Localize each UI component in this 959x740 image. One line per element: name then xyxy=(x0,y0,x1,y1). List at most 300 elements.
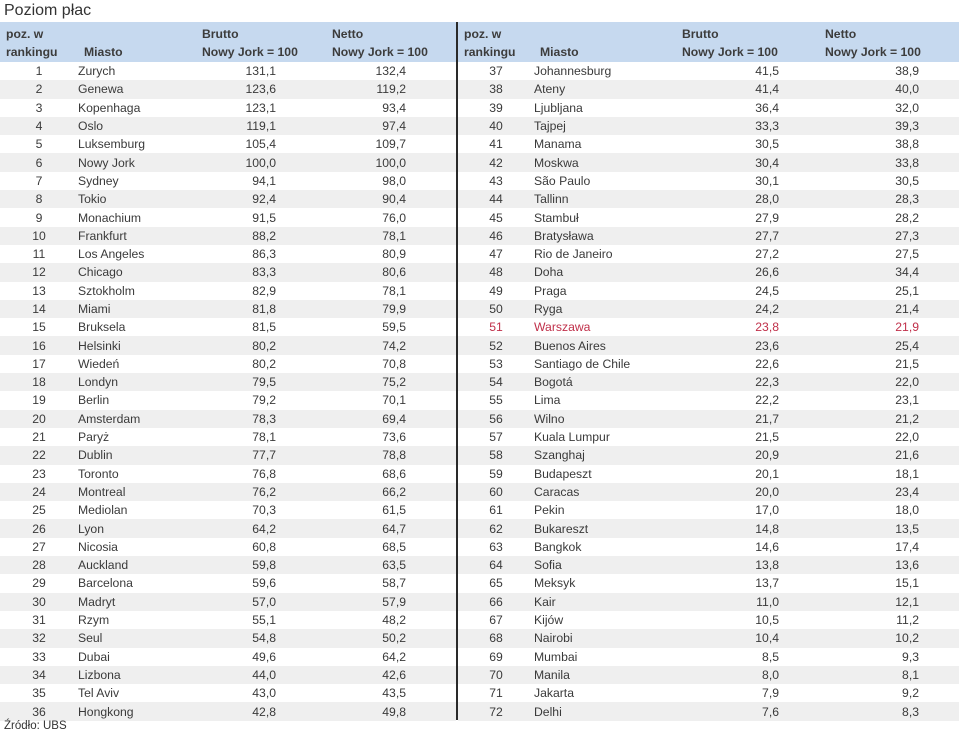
rank-cell: 11 xyxy=(32,247,46,262)
table-row xyxy=(458,391,959,409)
netto-cell: 39,3 xyxy=(895,119,919,134)
rank-cell: 61 xyxy=(489,503,503,518)
netto-cell: 68,5 xyxy=(382,539,406,554)
table-row xyxy=(0,99,456,117)
rank-cell: 71 xyxy=(489,686,503,701)
table-row xyxy=(0,648,456,666)
rank-cell: 72 xyxy=(489,704,503,719)
rank-cell: 62 xyxy=(489,521,503,536)
table-row xyxy=(0,519,456,537)
brutto-cell: 43,0 xyxy=(252,686,276,701)
rank-cell: 46 xyxy=(489,228,503,243)
rank-cell: 16 xyxy=(32,338,46,353)
brutto-cell: 55,1 xyxy=(252,613,276,628)
table-row xyxy=(0,593,456,611)
netto-cell: 11,2 xyxy=(896,613,919,628)
brutto-cell: 100,0 xyxy=(245,155,276,170)
city-cell: Sofia xyxy=(534,558,562,573)
rank-cell: 5 xyxy=(35,137,43,152)
netto-cell: 40,0 xyxy=(895,82,919,97)
table-row xyxy=(0,282,456,300)
city-cell: Barcelona xyxy=(78,576,133,591)
table-row xyxy=(458,99,959,117)
brutto-cell: 59,6 xyxy=(252,576,276,591)
brutto-cell: 10,4 xyxy=(755,631,779,646)
city-cell: Rio de Janeiro xyxy=(534,247,613,262)
brutto-cell: 76,2 xyxy=(252,484,276,499)
city-cell: São Paulo xyxy=(534,173,591,188)
brutto-cell: 41,4 xyxy=(755,82,779,97)
header-city: Miasto xyxy=(84,45,123,59)
rank-cell: 52 xyxy=(489,338,503,353)
rank-cell: 57 xyxy=(489,430,503,445)
city-cell: Genewa xyxy=(78,82,124,97)
table-row xyxy=(458,428,959,446)
brutto-cell: 20,0 xyxy=(755,484,779,499)
city-cell: Miami xyxy=(78,302,111,316)
table-row xyxy=(458,355,959,373)
city-cell: Luksemburg xyxy=(78,137,146,152)
brutto-cell: 78,3 xyxy=(252,411,276,426)
brutto-cell: 30,1 xyxy=(755,173,779,188)
rank-cell: 37 xyxy=(489,64,503,79)
table-row xyxy=(458,538,959,556)
city-cell: Mumbai xyxy=(534,649,578,664)
brutto-cell: 14,8 xyxy=(755,521,779,536)
city-cell: Kuala Lumpur xyxy=(534,430,610,445)
brutto-cell: 36,4 xyxy=(755,100,779,115)
table-row xyxy=(458,666,959,684)
city-cell: Ljubljana xyxy=(534,100,583,115)
rank-cell: 24 xyxy=(32,484,46,499)
table-row xyxy=(458,519,959,537)
table-row xyxy=(0,410,456,428)
netto-cell: 80,6 xyxy=(382,265,406,280)
brutto-cell: 23,6 xyxy=(755,338,779,353)
brutto-cell: 10,5 xyxy=(755,613,779,628)
brutto-cell: 60,8 xyxy=(252,539,276,554)
table-body-right xyxy=(458,62,959,721)
netto-cell: 90,4 xyxy=(382,192,406,207)
city-cell: Kair xyxy=(534,594,556,609)
brutto-cell: 64,2 xyxy=(252,521,276,536)
rank-cell: 21 xyxy=(32,430,46,445)
city-cell: Caracas xyxy=(534,484,580,499)
table-row xyxy=(458,80,959,98)
city-cell: Johannesburg xyxy=(534,64,612,79)
netto-cell: 64,7 xyxy=(382,521,406,536)
table-row xyxy=(458,263,959,281)
table-row xyxy=(458,172,959,190)
city-cell: Nowy Jork xyxy=(78,155,135,170)
netto-cell: 76,0 xyxy=(382,210,406,225)
netto-cell: 42,6 xyxy=(382,667,406,682)
city-cell: Montreal xyxy=(78,484,126,499)
city-cell: Nicosia xyxy=(78,539,118,554)
city-cell: Manama xyxy=(534,137,582,152)
netto-cell: 28,3 xyxy=(895,192,919,207)
rank-cell: 10 xyxy=(32,228,46,243)
rank-cell: 68 xyxy=(489,631,503,646)
table-row xyxy=(0,300,456,318)
netto-cell: 70,8 xyxy=(382,356,406,371)
table-row xyxy=(458,593,959,611)
netto-cell: 50,2 xyxy=(382,631,406,646)
city-cell: Mediolan xyxy=(78,503,128,518)
rank-cell: 28 xyxy=(32,558,46,573)
header-brutto: Brutto Nowy Jork = 100 xyxy=(682,27,778,59)
table-row xyxy=(0,263,456,281)
brutto-cell: 23,8 xyxy=(755,320,779,335)
table-row xyxy=(0,483,456,501)
table-row xyxy=(0,446,456,464)
rank-cell: 67 xyxy=(489,613,503,628)
rank-cell: 64 xyxy=(489,558,503,573)
brutto-cell: 7,9 xyxy=(762,686,779,701)
table-row xyxy=(458,373,959,391)
city-cell: Dubai xyxy=(78,649,110,664)
netto-cell: 74,2 xyxy=(382,338,406,353)
brutto-cell: 91,5 xyxy=(252,210,276,225)
city-cell: Helsinki xyxy=(78,338,121,353)
city-cell: Doha xyxy=(534,265,564,280)
netto-cell: 93,4 xyxy=(382,100,406,115)
table-row xyxy=(0,62,456,80)
netto-cell: 78,8 xyxy=(382,448,406,463)
netto-cell: 100,0 xyxy=(375,155,406,170)
netto-cell: 70,1 xyxy=(382,393,406,408)
table-row xyxy=(0,208,456,226)
rank-cell: 1 xyxy=(35,64,43,79)
table-header xyxy=(458,22,959,62)
brutto-cell: 41,5 xyxy=(755,64,779,79)
brutto-cell: 57,0 xyxy=(252,594,276,609)
netto-cell: 22,0 xyxy=(895,430,919,445)
rank-cell: 14 xyxy=(32,302,46,316)
city-cell: Amsterdam xyxy=(78,411,141,426)
netto-cell: 80,9 xyxy=(382,247,406,262)
table-row xyxy=(458,135,959,153)
table-row xyxy=(0,574,456,592)
rank-cell: 4 xyxy=(35,119,43,134)
rank-cell: 70 xyxy=(489,667,503,682)
brutto-cell: 123,1 xyxy=(245,100,276,115)
rank-cell: 55 xyxy=(489,393,503,408)
table-row xyxy=(458,465,959,483)
table-row xyxy=(458,227,959,245)
netto-cell: 61,5 xyxy=(382,503,406,518)
header-netto: Netto Nowy Jork = 100 xyxy=(332,27,428,59)
city-cell: Szanghaj xyxy=(534,448,585,463)
netto-cell: 25,4 xyxy=(895,338,919,353)
netto-cell: 48,2 xyxy=(382,613,406,628)
rank-cell: 32 xyxy=(32,631,46,646)
netto-cell: 13,6 xyxy=(895,558,919,573)
netto-cell: 119,2 xyxy=(376,82,406,97)
rank-cell: 8 xyxy=(35,192,43,207)
city-cell: Los Angeles xyxy=(78,247,145,262)
city-cell: Pekin xyxy=(534,503,565,518)
header-rank: poz. w rankingu xyxy=(464,27,516,59)
table-row xyxy=(458,117,959,135)
table-row xyxy=(0,355,456,373)
city-cell: Praga xyxy=(534,283,567,298)
table-row xyxy=(0,629,456,647)
city-cell: Tallinn xyxy=(534,192,569,207)
rank-cell: 3 xyxy=(35,100,43,115)
brutto-cell: 26,6 xyxy=(755,265,779,280)
netto-cell: 63,5 xyxy=(382,558,406,573)
brutto-cell: 21,7 xyxy=(755,411,779,426)
table-row xyxy=(0,501,456,519)
rank-cell: 17 xyxy=(32,356,46,371)
netto-cell: 17,4 xyxy=(895,539,919,554)
brutto-cell: 83,3 xyxy=(252,265,276,280)
header-rank: poz. w rankingu xyxy=(6,27,58,59)
brutto-cell: 21,5 xyxy=(755,430,779,445)
rank-cell: 65 xyxy=(489,576,503,591)
table-row xyxy=(458,153,959,171)
table-row xyxy=(458,208,959,226)
table-row xyxy=(0,611,456,629)
rank-cell: 40 xyxy=(489,119,503,134)
rank-cell: 60 xyxy=(489,484,503,499)
rank-cell: 49 xyxy=(489,283,503,298)
netto-cell: 79,9 xyxy=(382,302,406,316)
page-title: Poziom płac xyxy=(4,2,92,19)
header-city: Miasto xyxy=(540,45,579,59)
city-cell: Tel Aviv xyxy=(78,686,120,701)
table-row xyxy=(458,629,959,647)
right-table-wrapper xyxy=(458,22,959,721)
rank-cell: 6 xyxy=(35,155,43,170)
table-row xyxy=(0,153,456,171)
table-row xyxy=(458,702,959,720)
netto-cell: 13,5 xyxy=(895,521,919,536)
brutto-cell: 8,0 xyxy=(762,667,779,682)
city-cell: Berlin xyxy=(78,393,110,408)
netto-cell: 78,1 xyxy=(382,283,406,298)
left-table-wrapper xyxy=(0,22,456,721)
city-cell: Rzym xyxy=(78,613,110,628)
table-row xyxy=(0,373,456,391)
table-row xyxy=(0,318,456,336)
table-row xyxy=(0,80,456,98)
netto-cell: 109,7 xyxy=(375,137,406,152)
brutto-cell: 42,8 xyxy=(252,704,276,719)
table-row xyxy=(0,666,456,684)
brutto-cell: 14,6 xyxy=(755,539,779,554)
netto-cell: 58,7 xyxy=(382,576,406,591)
tables-container xyxy=(0,22,959,721)
rank-cell: 50 xyxy=(489,302,503,316)
brutto-cell: 76,8 xyxy=(252,466,276,481)
city-cell: Dublin xyxy=(78,448,113,463)
netto-cell: 38,9 xyxy=(895,64,919,79)
city-cell: Lyon xyxy=(78,521,104,536)
table-row xyxy=(0,556,456,574)
brutto-cell: 8,5 xyxy=(762,649,779,664)
table-row xyxy=(458,300,959,318)
netto-cell: 27,5 xyxy=(895,247,919,262)
city-cell: Madryt xyxy=(78,594,116,609)
netto-cell: 43,5 xyxy=(382,686,406,701)
table-row xyxy=(0,684,456,702)
city-cell: Bogotá xyxy=(534,375,573,390)
rank-cell: 19 xyxy=(32,393,46,408)
table-row xyxy=(458,245,959,263)
city-cell: Monachium xyxy=(78,210,141,225)
netto-cell: 27,3 xyxy=(895,228,919,243)
table-row xyxy=(0,391,456,409)
city-cell: Seul xyxy=(78,631,103,646)
city-cell: Warszawa xyxy=(534,320,591,335)
netto-cell: 21,9 xyxy=(895,320,919,335)
netto-cell: 8,3 xyxy=(902,704,919,719)
brutto-cell: 7,6 xyxy=(762,704,779,719)
city-cell: Lima xyxy=(534,393,561,408)
table-body-left xyxy=(0,62,456,721)
brutto-cell: 79,2 xyxy=(252,393,276,408)
rank-cell: 33 xyxy=(32,649,46,664)
netto-cell: 34,4 xyxy=(895,265,919,280)
header-brutto: Brutto Nowy Jork = 100 xyxy=(202,27,298,59)
table-row xyxy=(0,428,456,446)
brutto-cell: 24,5 xyxy=(755,283,779,298)
city-cell: Nairobi xyxy=(534,631,573,646)
brutto-cell: 13,8 xyxy=(755,558,779,573)
rank-cell: 47 xyxy=(489,247,503,262)
netto-cell: 15,1 xyxy=(895,576,919,591)
brutto-cell: 20,9 xyxy=(755,448,779,463)
table-row xyxy=(458,501,959,519)
netto-cell: 30,5 xyxy=(895,173,919,188)
netto-cell: 66,2 xyxy=(382,484,406,499)
city-cell: Bukareszt xyxy=(534,521,589,536)
brutto-cell: 59,8 xyxy=(252,558,276,573)
city-cell: Moskwa xyxy=(534,155,579,170)
rank-cell: 27 xyxy=(32,539,46,554)
brutto-cell: 27,7 xyxy=(755,228,779,243)
table-row xyxy=(458,318,959,336)
brutto-cell: 70,3 xyxy=(252,503,276,518)
rank-cell: 54 xyxy=(489,375,503,390)
city-cell: Santiago de Chile xyxy=(534,356,631,371)
rank-cell: 48 xyxy=(489,265,503,280)
netto-cell: 28,2 xyxy=(895,210,919,225)
table-row xyxy=(458,574,959,592)
city-cell: Toronto xyxy=(78,466,119,481)
rank-cell: 58 xyxy=(489,448,503,463)
city-cell: Kijów xyxy=(534,613,564,628)
table-row xyxy=(458,446,959,464)
city-cell: Tajpej xyxy=(534,119,566,134)
rank-cell: 53 xyxy=(489,356,503,371)
city-cell: Wiedeń xyxy=(78,356,120,371)
rank-cell: 45 xyxy=(489,210,503,225)
brutto-cell: 80,2 xyxy=(252,338,276,353)
city-cell: Sydney xyxy=(78,173,119,188)
city-cell: Kopenhaga xyxy=(78,100,141,115)
table-row xyxy=(0,465,456,483)
brutto-cell: 30,5 xyxy=(755,137,779,152)
netto-cell: 22,0 xyxy=(895,375,919,390)
rank-cell: 9 xyxy=(35,210,43,225)
netto-cell: 38,8 xyxy=(895,137,919,152)
rank-cell: 42 xyxy=(489,155,503,170)
brutto-cell: 17,0 xyxy=(755,503,779,518)
salary-table-right xyxy=(458,22,959,721)
netto-cell: 32,0 xyxy=(895,100,919,115)
netto-cell: 57,9 xyxy=(382,594,406,609)
brutto-cell: 22,3 xyxy=(755,375,779,390)
netto-cell: 69,4 xyxy=(382,411,406,426)
rank-cell: 31 xyxy=(32,613,46,628)
brutto-cell: 11,0 xyxy=(756,594,779,609)
table-row xyxy=(458,684,959,702)
table-row xyxy=(0,227,456,245)
netto-cell: 9,2 xyxy=(902,686,919,701)
brutto-cell: 79,5 xyxy=(252,375,276,390)
city-cell: Stambuł xyxy=(534,210,579,225)
city-cell: Bangkok xyxy=(534,539,582,554)
brutto-cell: 80,2 xyxy=(252,356,276,371)
rank-cell: 43 xyxy=(489,173,503,188)
table-row xyxy=(458,556,959,574)
netto-cell: 21,2 xyxy=(895,411,919,426)
table-row xyxy=(0,135,456,153)
netto-cell: 23,4 xyxy=(895,484,919,499)
brutto-cell: 86,3 xyxy=(252,247,276,262)
table-row xyxy=(458,611,959,629)
city-cell: Delhi xyxy=(534,704,562,719)
city-cell: Ryga xyxy=(534,302,563,316)
table-row xyxy=(0,172,456,190)
rank-cell: 29 xyxy=(32,576,46,591)
brutto-cell: 81,8 xyxy=(252,302,276,316)
table-row xyxy=(0,190,456,208)
rank-cell: 66 xyxy=(489,594,503,609)
netto-cell: 59,5 xyxy=(382,320,406,335)
rank-cell: 36 xyxy=(32,704,46,719)
brutto-cell: 82,9 xyxy=(252,283,276,298)
city-cell: Londyn xyxy=(78,375,118,390)
rank-cell: 20 xyxy=(32,411,46,426)
brutto-cell: 30,4 xyxy=(755,155,779,170)
rank-cell: 25 xyxy=(32,503,46,518)
city-cell: Zurych xyxy=(78,64,116,79)
header-netto: Netto Nowy Jork = 100 xyxy=(825,27,921,59)
city-cell: Bratysława xyxy=(534,228,594,243)
table-row xyxy=(0,702,456,720)
netto-cell: 8,1 xyxy=(902,667,919,682)
rank-cell: 15 xyxy=(32,320,46,335)
brutto-cell: 44,0 xyxy=(252,667,276,682)
netto-cell: 21,6 xyxy=(895,448,919,463)
city-cell: Manila xyxy=(534,667,570,682)
netto-cell: 132,4 xyxy=(375,64,406,79)
table-row xyxy=(458,336,959,354)
rank-cell: 23 xyxy=(32,466,46,481)
city-cell: Wilno xyxy=(534,411,565,426)
brutto-cell: 54,8 xyxy=(252,631,276,646)
brutto-cell: 81,5 xyxy=(252,320,276,335)
rank-cell: 12 xyxy=(32,265,46,280)
city-cell: Oslo xyxy=(78,119,104,134)
netto-cell: 98,0 xyxy=(382,173,406,188)
table-row xyxy=(0,117,456,135)
brutto-cell: 105,4 xyxy=(245,137,276,152)
